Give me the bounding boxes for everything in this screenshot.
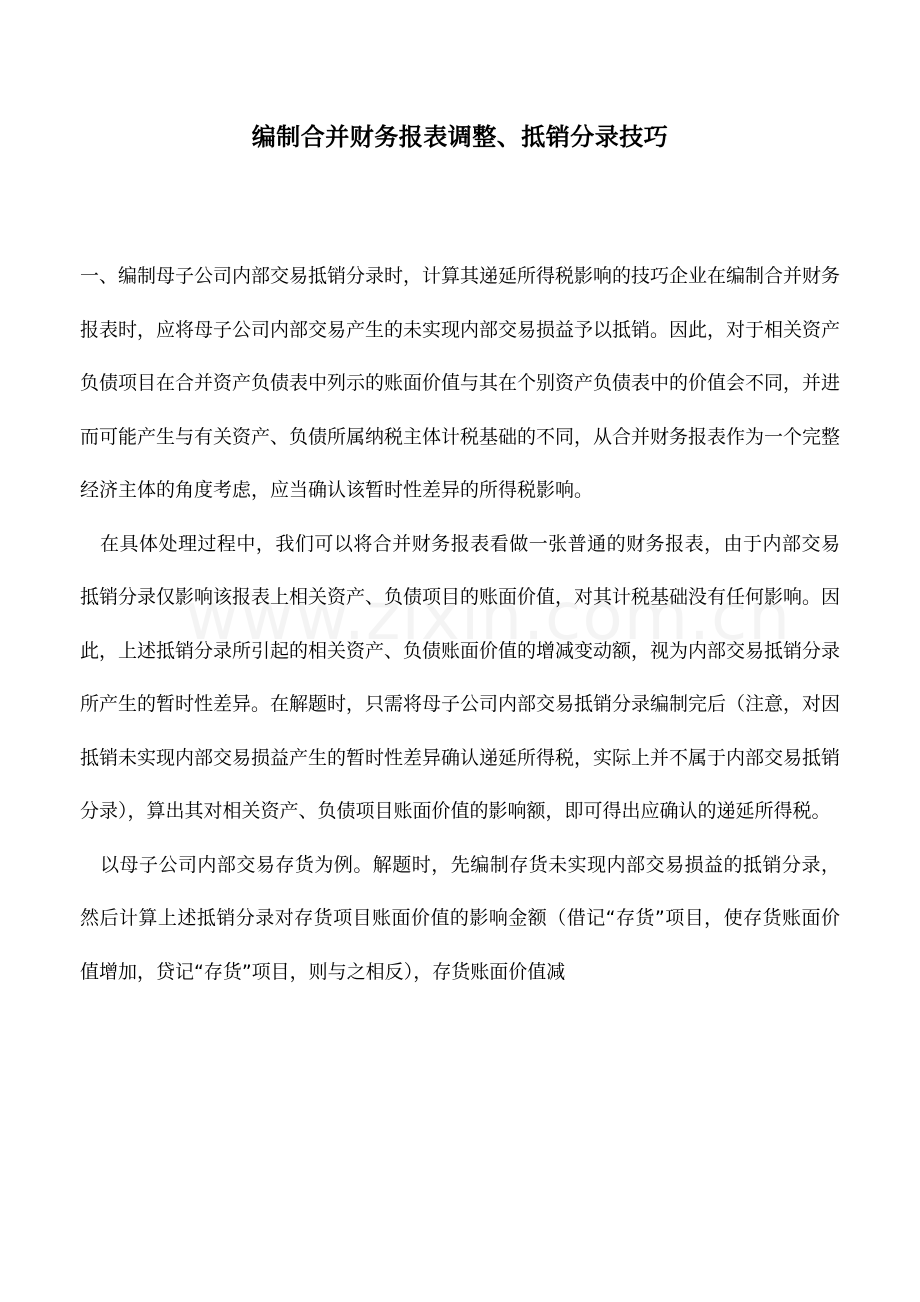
document-body	[80, 250, 840, 999]
document-title: 编制合并财务报表调整、抵销分录技巧	[251, 123, 669, 151]
paragraph-1: 一、编制母子公司内部交易抵销分录时，计算其递延所得税影响的技巧企业在编制合并财务报表时，应将母子公司内部交易产生的未实现内部交易损益予以抵销。因此，对于相关资产负债项目在合并资产负债表中列示的账面价值与其在个别资产负债表中的价值会不同，并进而可能产生与有关资产、负债所属纳税主体计税基础的不同，从合并财务报表作为一个完整经济主体的角度考虑，应当确认该暂时性差异的所得税影响。	[80, 265, 841, 501]
paragraph-3: 以母子公司内部交易存货为例。解题时，先编制存货未实现内部交易损益的抵销分录，然后计算上述抵销分录对存货项目账面价值的影响金额（借记“存货”项目，使存货账面价值增加，贷记“存货”项目，则与之相反），存货账面价值减	[80, 853, 840, 983]
paragraph-2: 在具体处理过程中，我们可以将合并财务报表看做一张普通的财务报表，由于内部交易抵销分录仅影响该报表上相关资产、负债项目的账面价值，对其计税基础没有任何影响。因此，上述抵销分录所引起的相关资产、负债账面价值的增减变动额，视为内部交易抵销分录所产生的暂时性差异。在解题时，只需将母子公司内部交易抵销分录编制完后（注意，对因抵销未实现内部交易损益产生的暂时性差异确认递延所得税，实际上并不属于内部交易抵销分录），算出其对相关资产、负债项目账面价值的影响额，即可得出应确认的递延所得税。	[80, 532, 841, 822]
